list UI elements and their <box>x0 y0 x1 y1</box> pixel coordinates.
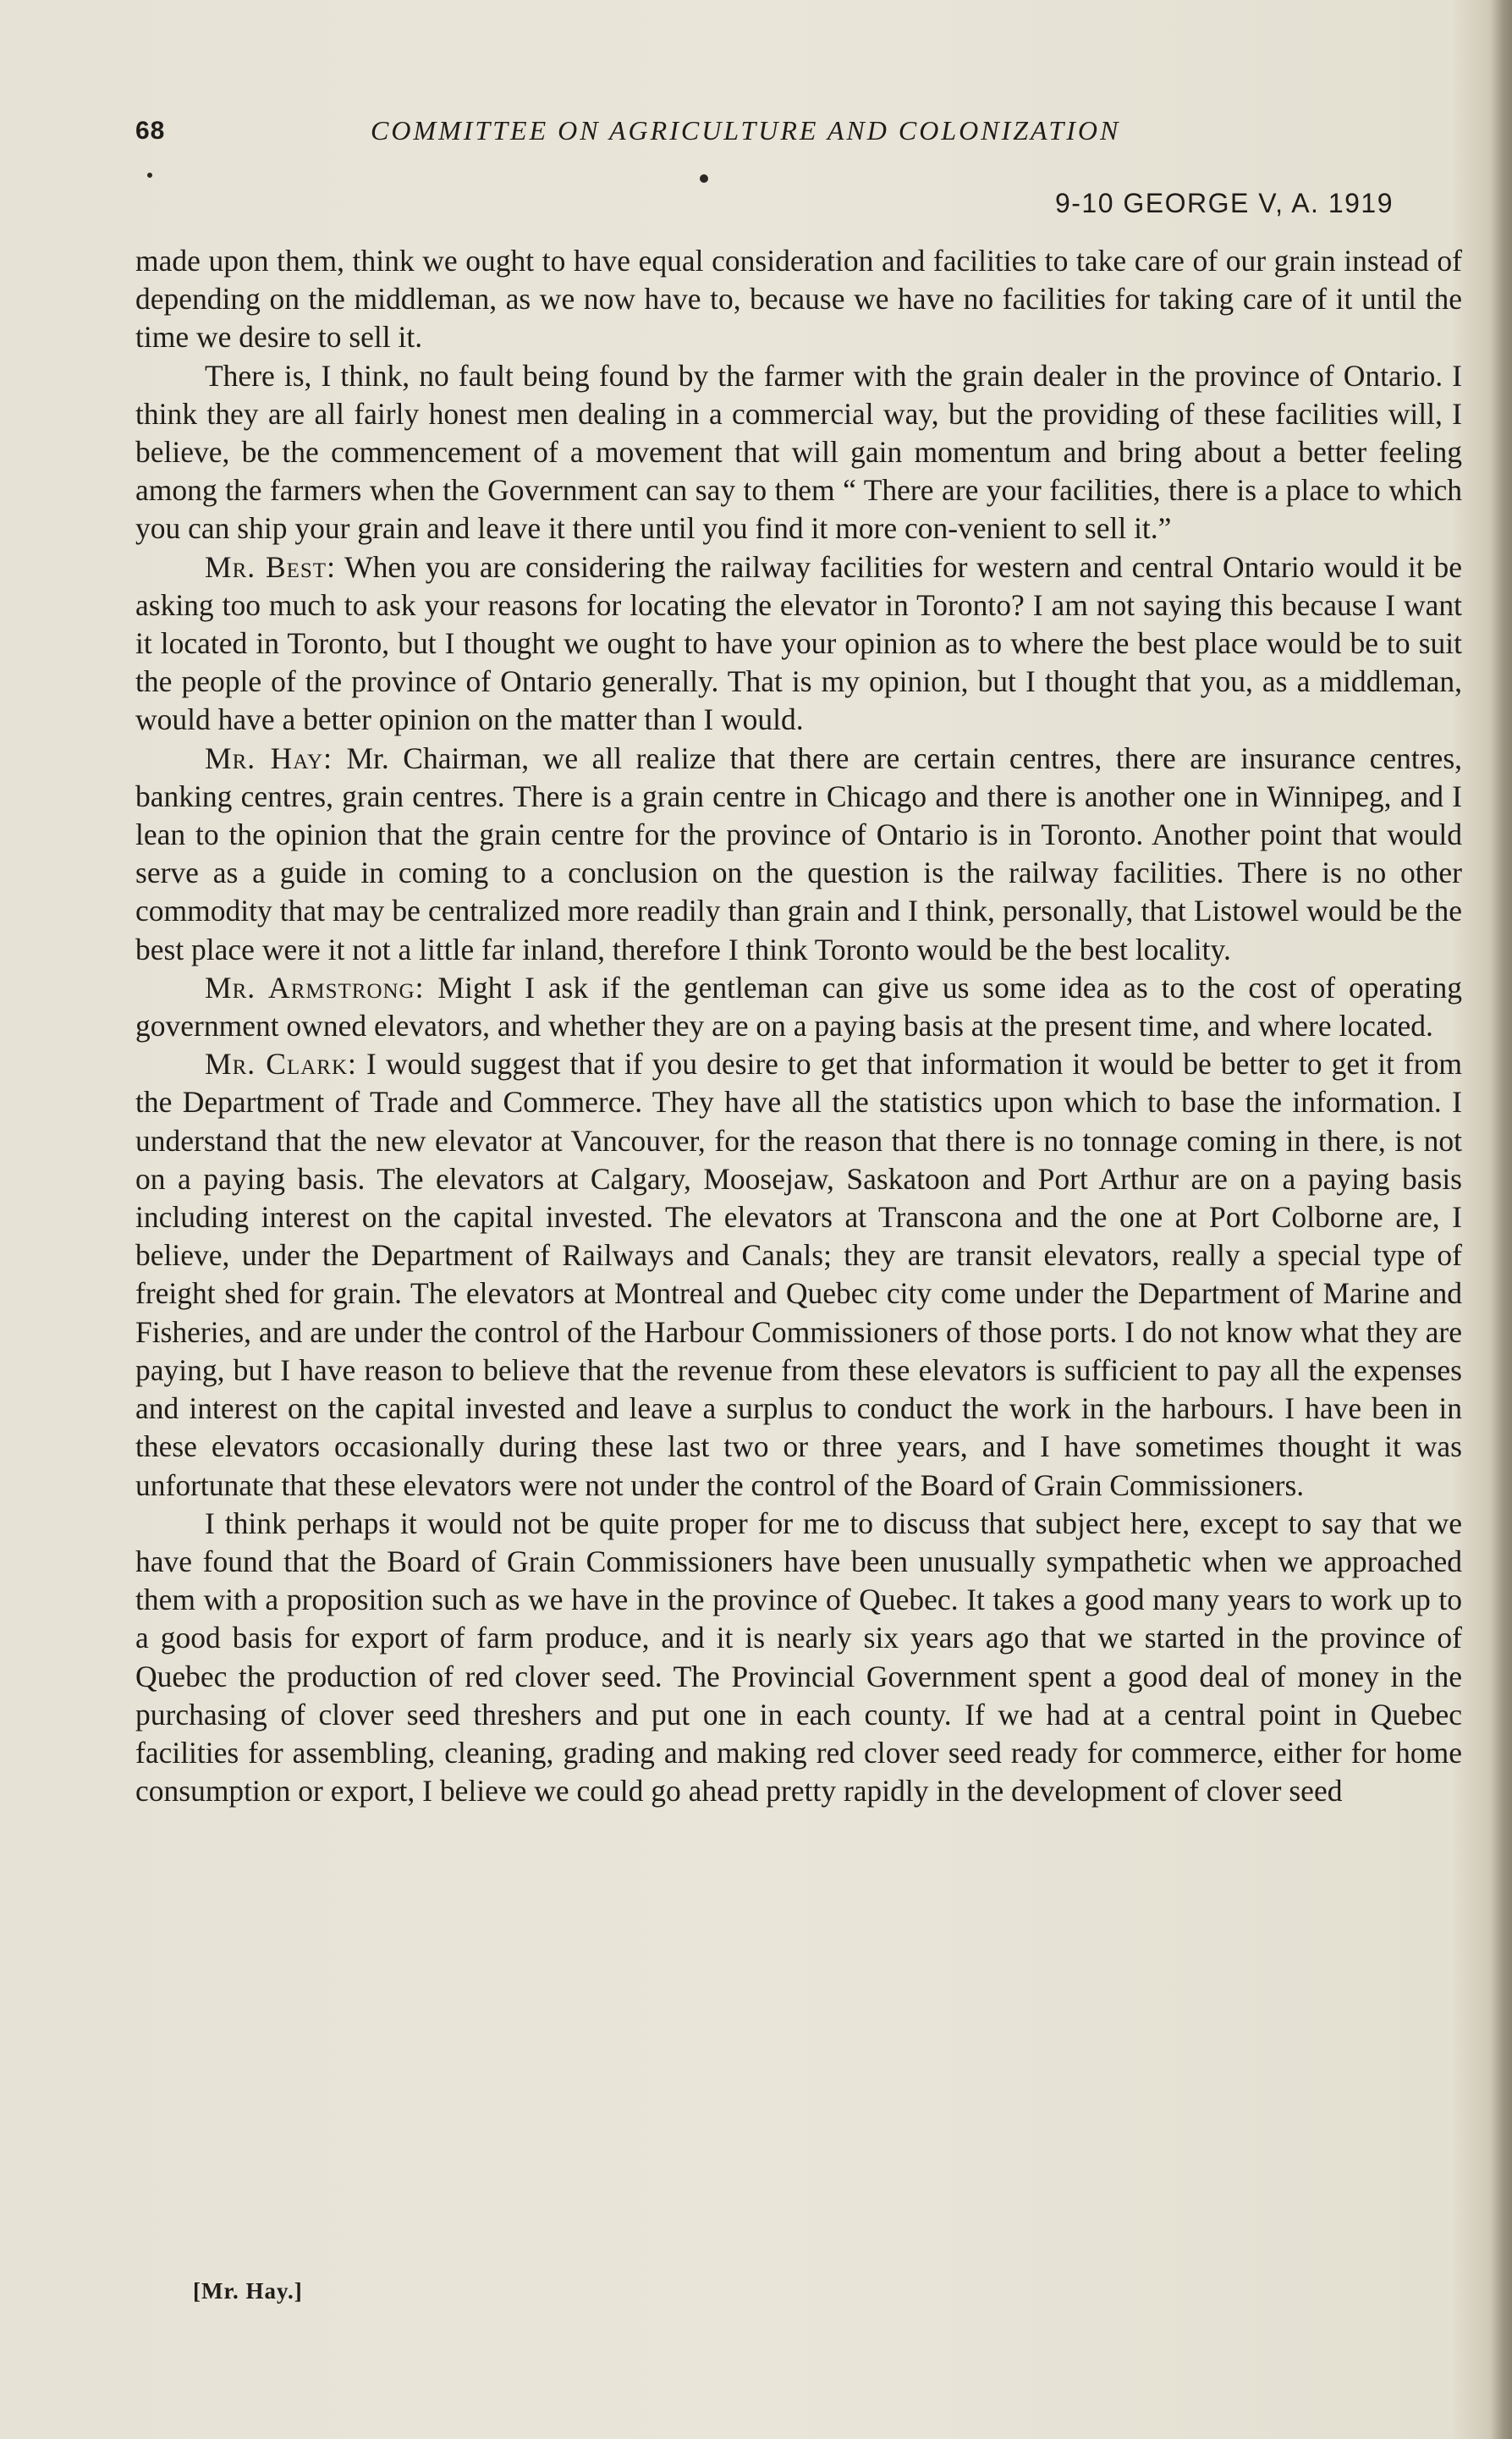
binding-edge <box>1490 0 1512 2439</box>
paragraph-text: Might I ask if the gentleman can give us some idea as to the cost of operating government owned elevators, and whether they are on a paying basis at the present time, and where located. <box>135 970 1463 1043</box>
paragraph <box>135 1505 1462 1811</box>
speaker-name: Mr. Armstrong: <box>205 970 425 1005</box>
body-text <box>135 242 1462 1810</box>
paragraph <box>135 969 1462 1045</box>
ink-speck <box>700 174 708 183</box>
paragraph-text: made upon them, think we ought to have equal consideration and facilities to take care of our grain instead of depending on the middleman, as we now have to, because we have no facilities for taking care of it until the time we desire to sell it. <box>135 244 1462 355</box>
speaker-name: Mr. Clark: <box>205 1047 357 1082</box>
paragraph <box>135 357 1462 548</box>
paragraph-text: I think perhaps it would not be quite proper for me to discuss that subject here, except to say that we have found that the Board of Grain Commissioners have been unusually sympathetic when we approached them with a proposition such as we have in the province of Quebec. It takes a good many years to work up to a good basis for export of farm produce, and it is nearly six years ago that we started in the province of Quebec the production of red clover seed. The Provincial Government spent a good deal of money in the purchasing of clover seed threshers and put one in each county. If we had at a central point in Quebec facilities for assembling, cleaning, grading and making red clover seed ready for commerce, either for home consumption or export, I believe we could go ahead pretty rapidly in the development of clover seed <box>135 1506 1462 1809</box>
paragraph <box>135 242 1462 357</box>
ink-speck <box>147 173 152 178</box>
speaker-footer-note: [Mr. Hay.] <box>193 2278 303 2304</box>
paragraph-text: I would suggest that if you desire to get that information it would be better to get it from the Department of Trade and Commerce. They have all the statistics upon which to base the information. I understand that the new elevator at Vancouver, for the reason that there is no tonnage coming in there, is not on a paying basis. The elevators at Calgary, Moosejaw, Saskatoon and Port Arthur are on a paying basis including interest on the capital invested. The elevators at Transcona and the one at Port Colborne are, I believe, under the Department of Railways and Canals; they are transit elevators, really a special type of freight shed for grain. The elevators at Montreal and Quebec city come under the Department of Marine and Fisheries, and are under the control of the Harbour Commissioners of those ports. I do not know what they are paying, but I have reason to believe that the revenue from these elevators is sufficient to pay all the expenses and interest on the capital invested and leave a surplus to conduct the work in the harbours. I have been in these elevators occasionally during these last two or three years, and I have sometimes thought it was unfortunate that these elevators were not under the control of the Board of Grain Commissioners. <box>135 1047 1462 1502</box>
speaker-name: Mr. Hay: <box>205 741 333 775</box>
paragraph-text: When you are considering the railway facilities for western and central Ontario would it be asking too much to ask your reasons for locating the elevator in Toronto? I am not saying this because I want it located in Toronto, but I thought we ought to have your opinion as to where the best place would be to suit the people of the province of Ontario generally. That is my opinion, but I thought that you, as a middleman, would have a better opinion on the matter than I would. <box>135 549 1462 737</box>
paragraph-text: There is, I think, no fault being found by the farmer with the grain dealer in the province of Ontario. I think they are all fairly honest men dealing in a commercial way, but the providing of these facilities will, I believe, be the commencement of a movement that will gain momentum and bring about a better feeling among the farmers when the Government can say to them “ There are your facilities, there is a place to which you can ship your grain and leave it there until you find it more con-venient to sell it.” <box>135 358 1462 546</box>
session-reference: 9-10 GEORGE V, A. 1919 <box>1054 188 1394 218</box>
paragraph-text: Mr. Chairman, we all realize that there are certain centres, there are insurance centres, banking centres, grain centres. There is a grain centre in Chicago and there is another one in Winnipeg, and I lean to the opinion that the grain centre for the province of Ontario is in Toronto. Another point that would serve as a guide in coming to a conclusion on the question is the railway facilities. There is no other commodity that may be centralized more readily than grain and I think, personally, that Listowel would be the best place were it not a little far inland, therefore I think Toronto would be the best locality. <box>135 741 1463 966</box>
paragraph <box>135 1045 1462 1504</box>
page-number: 68 <box>135 117 166 145</box>
paragraph <box>135 740 1462 969</box>
speaker-name: Mr. Best: <box>205 549 336 584</box>
page-header <box>135 117 1405 168</box>
running-head: COMMITTEE ON AGRICULTURE AND COLONIZATION <box>371 115 1121 146</box>
paragraph <box>135 548 1462 740</box>
